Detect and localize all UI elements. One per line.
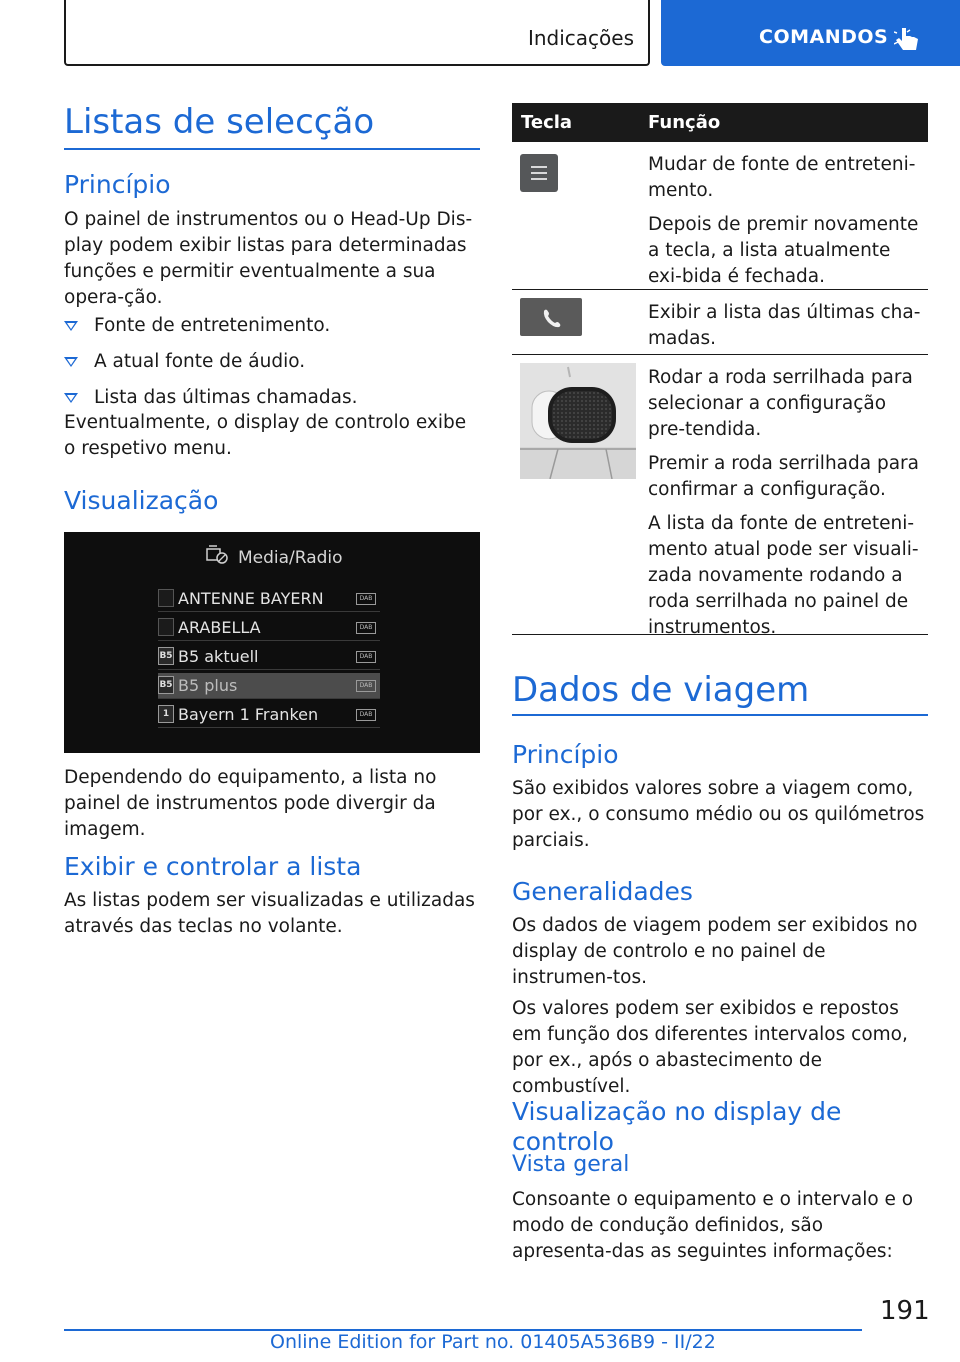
vis-display-heading: Visualização no display de controlo <box>512 1097 842 1156</box>
dab-badge: DAB <box>356 651 376 663</box>
table-row <box>512 290 928 355</box>
principio-heading: Princípio <box>64 170 171 199</box>
function-text: A lista da fonte de entreteni-mento atual pode ser visuali-zada novamente rodando a roda serrilhada no painel de instrumentos. <box>648 513 919 638</box>
function-text: Premir a roda serrilhada para confirmar a configuração. <box>648 453 919 500</box>
exibir-text: As listas podem ser visualizadas e utilizadas através das teclas no volante. <box>64 890 475 937</box>
image-caption: Dependendo do equipamento, a lista no painel de instrumentos pode divergir da imagem. <box>64 767 437 840</box>
vista-geral-text: Consoante o equipamento e o intervalo e o modo de condução definidos, são apresenta-das as seguintes informações: <box>512 1189 914 1262</box>
col-header-function: Função <box>648 112 721 133</box>
triangle-bullet-icon <box>64 393 78 403</box>
bullet-list <box>64 313 480 421</box>
station-row: 1 Bayern 1 Franken DAB <box>158 702 380 728</box>
triangle-bullet-icon <box>64 357 78 367</box>
dab-badge: DAB <box>356 709 376 721</box>
dab-badge: DAB <box>356 593 376 605</box>
station-logo-icon <box>158 589 174 607</box>
header-chapter-label: COMANDOS <box>759 26 889 48</box>
visualizacao-heading: Visualização <box>64 486 219 515</box>
station-logo-icon <box>158 618 174 636</box>
station-row-selected: B5 B5 plus DAB <box>158 673 380 699</box>
station-logo-icon: 1 <box>158 705 174 723</box>
after-bullets-text: Eventualmente, o display de controlo exibe o respetivo menu. <box>64 412 467 459</box>
col-header-key: Tecla <box>521 112 573 133</box>
principio-text: O painel de instrumentos ou o Head-Up Dis-play podem exibir listas para determinadas funções e permitir eventualmente a sua opera-ção. <box>64 209 473 308</box>
table-header <box>512 103 928 142</box>
triangle-bullet-icon <box>64 321 78 331</box>
section-heading-rule <box>512 670 928 716</box>
function-text: Mudar de fonte de entreteni-mento. <box>648 154 916 201</box>
station-row: ANTENNE BAYERN DAB <box>158 586 380 612</box>
vista-geral-heading: Vista geral <box>512 1152 630 1177</box>
station-row: ARABELLA DAB <box>158 615 380 641</box>
generalidades-heading: Generalidades <box>512 877 693 906</box>
media-radio-screen-image <box>64 532 480 753</box>
principio-heading-right: Princípio <box>512 740 619 769</box>
exibir-heading: Exibir e controlar a lista <box>64 852 362 881</box>
list-item: Fonte de entretenimento. <box>64 313 480 339</box>
hand-pointer-icon <box>894 26 920 54</box>
dados-viagem-heading: Dados de viagem <box>512 670 810 710</box>
phone-icon <box>520 298 582 336</box>
station-row: B5 B5 aktuell DAB <box>158 644 380 670</box>
table-row <box>512 142 928 290</box>
dab-badge: DAB <box>356 680 376 692</box>
list-item: A atual fonte de áudio. <box>64 349 480 375</box>
principio-text-right: São exibidos valores sobre a viagem como, por ex., o consumo médio ou os quilómetros parciais. <box>512 778 925 851</box>
radio-media-icon <box>206 544 228 564</box>
generalidades-text-1: Os dados de viagem podem ser exibidos no display de controlo e no painel de instrumen-tos. <box>512 915 918 988</box>
key-function-table <box>512 103 928 638</box>
generalidades-text-2: Os valores podem ser exibidos e repostos em função dos diferentes intervalos como, por ex., após o abastecimento de combustível. <box>512 998 908 1097</box>
page-number: 191 <box>880 1296 930 1326</box>
function-text: Rodar a roda serrilhada para selecionar a configuração pre-tendida. <box>648 367 913 440</box>
table-row <box>512 355 928 638</box>
header-section-label: Indicações <box>527 26 634 50</box>
footer-edition: Online Edition for Part no. 01405A536B9 - II/22 <box>270 1331 716 1353</box>
dab-badge: DAB <box>356 622 376 634</box>
list-icon <box>520 154 558 192</box>
thumbwheel-image <box>520 363 636 479</box>
header-section-tab <box>64 0 650 66</box>
list-item: Lista das últimas chamadas. <box>64 385 480 411</box>
function-text: Depois de premir novamente a tecla, a lista atualmente exi-bida é fechada. <box>648 214 919 287</box>
station-logo-icon: B5 <box>158 647 174 665</box>
station-logo-icon: B5 <box>158 676 174 694</box>
media-radio-title: Media/Radio <box>238 548 343 568</box>
function-text: Exibir a lista das últimas cha-madas. <box>648 302 921 349</box>
section-heading-rule <box>64 102 480 150</box>
listas-heading: Listas de selecção <box>64 102 375 142</box>
